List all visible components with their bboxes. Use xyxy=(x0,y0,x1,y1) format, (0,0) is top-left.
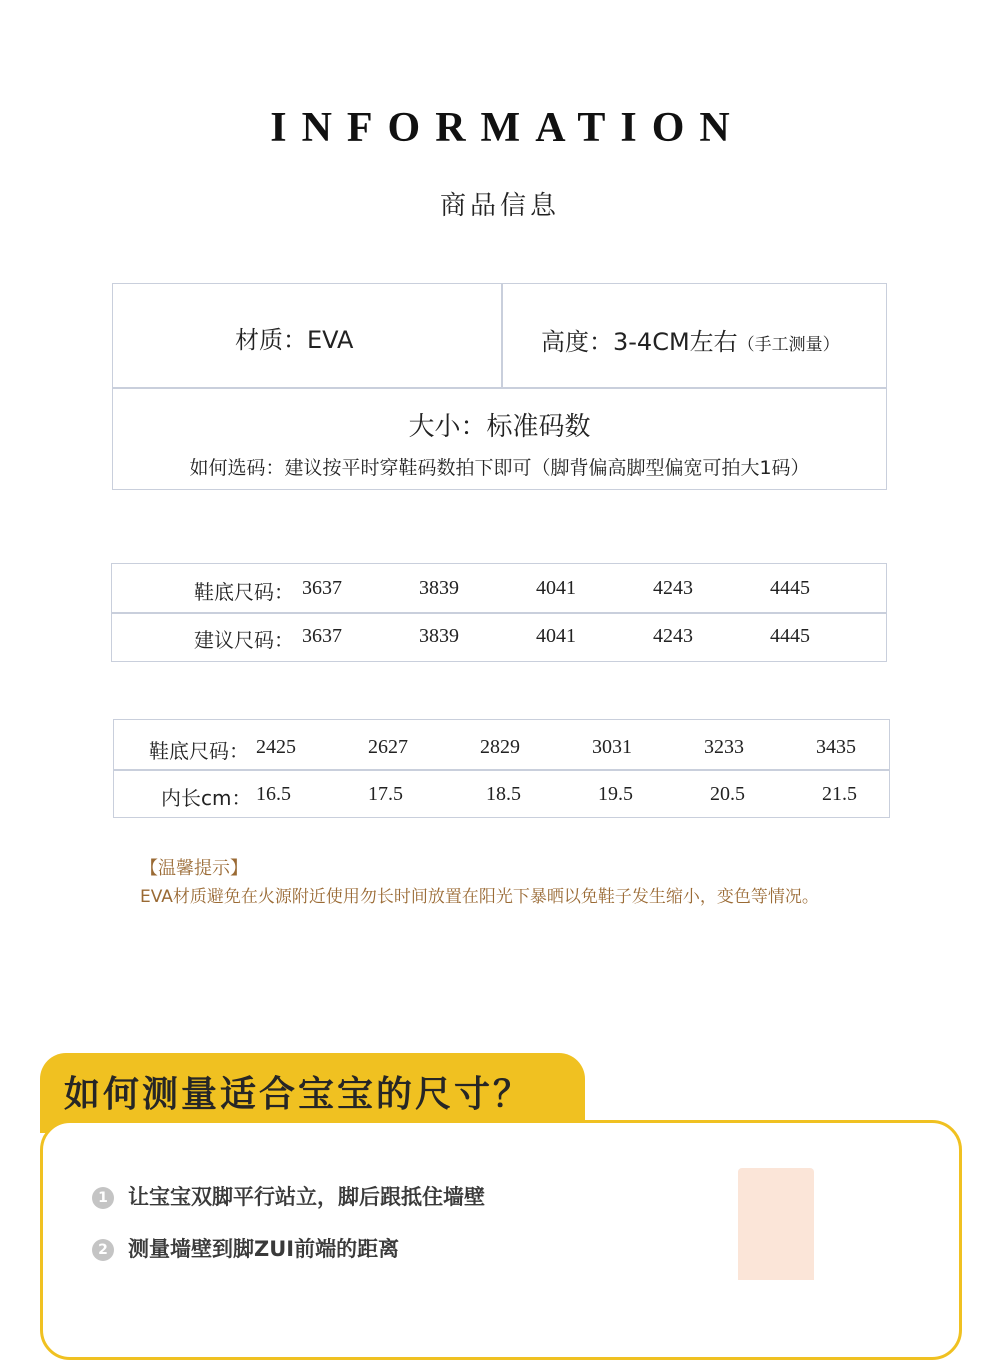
table-cell: 4041 xyxy=(536,577,576,599)
info-vertical-divider xyxy=(501,284,503,387)
step-number-badge: 2 xyxy=(92,1239,114,1261)
step-number-badge: 1 xyxy=(92,1187,114,1209)
table-cell: 20.5 xyxy=(710,783,745,805)
tip-body: EVA材质避免在火源附近使用勿长时间放置在阳光下暴晒以免鞋子发生缩小，变色等情况。 xyxy=(140,887,819,907)
baby-leg-illustration xyxy=(738,1168,814,1280)
table-cell: 3637 xyxy=(302,577,342,599)
measure-title: 如何测量适合宝宝的尺寸？ xyxy=(64,1074,533,1115)
row-label: 建议尺码： xyxy=(194,628,294,652)
table-cell: 3435 xyxy=(816,736,856,758)
table-cell: 3031 xyxy=(592,736,632,758)
table-row xyxy=(114,720,889,769)
table-row xyxy=(112,564,886,612)
height-text: 高度：3-4CM左右 xyxy=(541,328,738,356)
page-subtitle: 商品信息 xyxy=(439,191,560,221)
table-cell: 2627 xyxy=(368,736,408,758)
height-cell xyxy=(541,322,840,357)
measure-step xyxy=(92,1233,399,1263)
height-note: （手工测量） xyxy=(737,335,840,355)
table-cell: 2425 xyxy=(256,736,296,758)
table-cell: 4041 xyxy=(536,625,576,647)
table-cell: 3839 xyxy=(419,577,459,599)
table-cell: 4445 xyxy=(770,625,810,647)
table-cell: 3839 xyxy=(419,625,459,647)
tip-heading: 【温馨提示】 xyxy=(140,858,248,879)
size-text: 大小：标准码数 xyxy=(408,412,591,442)
table-cell: 3233 xyxy=(704,736,744,758)
table-cell: 4445 xyxy=(770,577,810,599)
page-title: INFORMATION xyxy=(270,105,745,151)
table-row xyxy=(114,770,889,817)
row-label: 鞋底尺码： xyxy=(149,739,249,763)
info-horizontal-divider xyxy=(113,387,886,389)
table-cell: 4243 xyxy=(653,625,693,647)
size-table-adult xyxy=(111,563,887,662)
step-text: 测量墙壁到脚ZUI前端的距离 xyxy=(128,1237,400,1261)
step-text: 让宝宝双脚平行站立，脚后跟抵住墙壁 xyxy=(128,1185,485,1209)
table-cell: 19.5 xyxy=(598,783,633,805)
table-cell: 16.5 xyxy=(256,783,291,805)
row-label: 鞋底尺码： xyxy=(194,580,294,604)
table-cell: 21.5 xyxy=(822,783,857,805)
measure-step xyxy=(92,1181,485,1211)
table-cell: 2829 xyxy=(480,736,520,758)
material-text: 材质：EVA xyxy=(235,326,354,354)
row-label: 内长cm： xyxy=(161,786,252,810)
table-cell: 4243 xyxy=(653,577,693,599)
size-table-kids xyxy=(113,719,890,818)
table-row xyxy=(112,613,886,661)
table-cell: 17.5 xyxy=(368,783,403,805)
size-tip-text: 如何选码：建议按平时穿鞋码数拍下即可（脚背偏高脚型偏宽可拍大1码） xyxy=(189,457,810,479)
product-info-box xyxy=(112,283,887,490)
table-cell: 3637 xyxy=(302,625,342,647)
table-cell: 18.5 xyxy=(486,783,521,805)
